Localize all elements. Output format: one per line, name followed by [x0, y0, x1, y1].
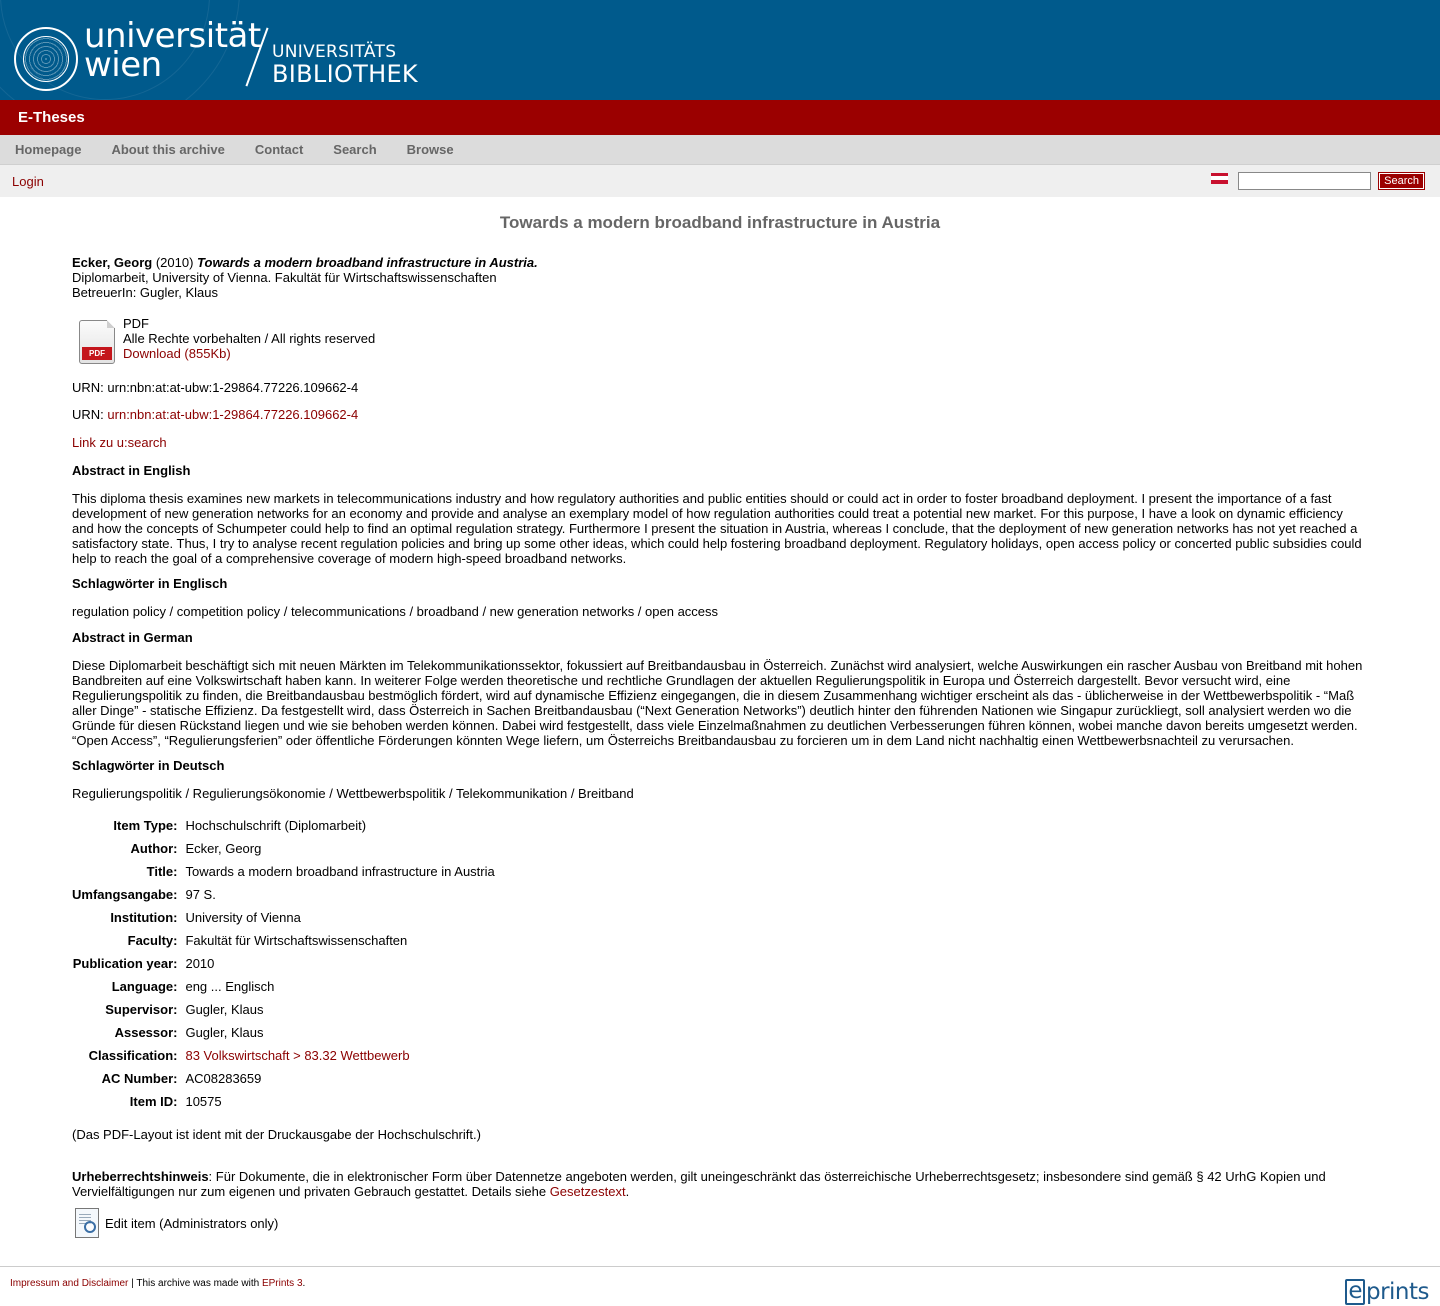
document-rights: Alle Rechte vorbehalten / All rights reserved	[123, 331, 376, 346]
edit-item-row	[72, 1208, 1368, 1238]
citation-author: Ecker, Georg	[72, 255, 153, 270]
site-header-banner	[0, 0, 1440, 100]
metadata-value: University of Vienna	[185, 910, 301, 925]
toolbar-search	[1211, 172, 1428, 190]
table-row	[72, 1025, 495, 1048]
eprints-logo-rest: prints	[1365, 1279, 1429, 1305]
table-row	[72, 956, 495, 979]
keywords-en-text: regulation policy / competition policy / telecommunications / broadband / new generation networks / open access	[72, 604, 719, 619]
metadata-label: Institution:	[110, 910, 178, 925]
search-input[interactable]	[1238, 172, 1371, 190]
login-link[interactable]: Login	[12, 173, 44, 189]
university-wordmark	[84, 16, 261, 85]
table-row	[72, 1071, 495, 1094]
metadata-label: AC Number:	[101, 1071, 178, 1086]
table-row	[72, 818, 495, 841]
austria-flag-icon[interactable]	[1211, 173, 1228, 184]
urn-label: URN:	[72, 380, 104, 395]
metadata-label: Faculty:	[127, 933, 178, 948]
library-wordmark-line-1: UNIVERSITÄTS	[272, 42, 397, 62]
wordmark-line-2: wien	[84, 45, 162, 85]
metadata-value: Gugler, Klaus	[185, 1025, 264, 1040]
document-info	[123, 316, 375, 361]
table-row	[72, 933, 495, 956]
eprints-link[interactable]: EPrints 3	[261, 1278, 303, 1289]
metadata-value: Hochschulschrift (Diplomarbeit)	[185, 818, 367, 833]
university-seal-icon	[14, 27, 78, 91]
edit-item-label: Edit item (Administrators only)	[105, 1215, 279, 1231]
table-row	[72, 864, 495, 887]
keywords-de-text: Regulierungspolitik / Regulierungsökonomie / Wettbewerbspolitik / Telekommunikation / Breitband	[72, 786, 634, 801]
urn-value: urn:nbn:at:at-ubw:1-29864.77226.109662-4	[107, 380, 359, 395]
search-button[interactable]: Search	[1379, 173, 1424, 189]
metadata-label: Item Type:	[113, 818, 178, 833]
metadata-value: Towards a modern broadband infrastructure in Austria	[185, 864, 495, 879]
footer-separator: | This archive was made with	[128, 1278, 262, 1289]
abstract-de-text: Diese Diplomarbeit beschäftigt sich mit neuen Märkten im Telekommunikationssektor, fokussiert auf Breitbandausbau in Österreich. Zunächst wird analysiert, welche Auswirkungen ein rascher Ausbau von Breitband mit hohen Bandbreiten auf eine Volkswirtschaft haben kann. In weiterer Folge werden theoretische und rechtliche Grundlagen der aktuellen Regulierungspolitik in Europa und Österreich dargestellt. Bevor versucht wird, eine Regulierungspolitik zu finden, die Breitbandausbau bestmöglich fördert, wird auf dynamische Effizienz eingegangen, die in diesem Zusammenhang wichtiger erscheint als das - üblicherweise in der Wettbewerbspolitik - “Maß aller Dinge” - statische Effizienz. Da festgestellt wird, dass Österreich in Sachen Breitbandausbau (“Next Generation Networks”) deutlich hinter den führenden Nationen wie Singapur zurückliegt, soll analysiert werden wo die Gründe für diesen Rückstand liegen und wie sie behoben werden können. Dabei wird festgestellt, dass viele Einzelmaßnahmen zu deutlichen Verbesserungen führen können, wobei manche davon bereits umgesetzt werden. “Open Access”, “Regulierungsferien” oder öffentliche Förderungen könnten Wege liefern, um Österreichs Breitbandausbau zu forcieren um in dem Land nicht nachhaltig einen Wettbewerbsnachteil zu verursachen.	[72, 658, 1363, 748]
main-menu	[0, 135, 1440, 165]
menu-item-contact[interactable]: Contact	[254, 142, 304, 157]
keywords-de-heading: Schlagwörter in Deutsch	[72, 758, 225, 773]
download-link[interactable]: Download (855Kb)	[123, 346, 231, 361]
keywords-en-heading: Schlagwörter in Englisch	[72, 576, 228, 591]
table-row	[72, 841, 495, 864]
metadata-table	[72, 818, 495, 1117]
footer-text	[10, 1278, 305, 1289]
metadata-value: Ecker, Georg	[185, 841, 262, 856]
metadata-value: eng ... Englisch	[185, 979, 275, 994]
metadata-value: Gugler, Klaus	[185, 1002, 264, 1017]
edit-item-icon[interactable]	[75, 1208, 99, 1238]
menu-item-homepage[interactable]: Homepage	[15, 142, 82, 157]
usearch-link[interactable]: Link zu u:search	[72, 435, 167, 450]
copyright-text: : Für Dokumente, die in elektronischer Form über Datennetze angeboten werden, gilt uneingeschränkt das österreichische Urheberrechtsgesetz; insbesondere sind gemäß § 42 UrhG Kopien und Vervielfältigungen nur zum eigenen und privaten Gebrauch gestattet. Details siehe	[72, 1169, 1326, 1199]
menu-item-about[interactable]: About this archive	[111, 142, 225, 157]
library-wordmark	[272, 44, 418, 87]
abstract-de-heading: Abstract in German	[72, 630, 193, 645]
metadata-label: Title:	[146, 864, 178, 879]
wordmark-line-1: universität	[84, 16, 261, 56]
site-name-bar	[0, 100, 1440, 135]
metadata-value: 2010	[185, 956, 215, 971]
metadata-label: Assessor:	[114, 1025, 178, 1040]
metadata-label: Umfangsangabe:	[72, 887, 178, 902]
metadata-label: Language:	[111, 979, 178, 994]
eprints-logo[interactable]	[1345, 1277, 1429, 1305]
footer-end: .	[302, 1278, 306, 1289]
metadata-label: Author:	[130, 841, 178, 856]
document-entry	[72, 316, 1368, 364]
page-title: Towards a modern broadband infrastructure in Austria	[499, 213, 941, 232]
urn-plain	[72, 380, 1368, 395]
copyright-notice	[72, 1169, 1368, 1199]
table-row	[72, 910, 495, 933]
table-row	[72, 979, 495, 1002]
metadata-label: Classification:	[88, 1048, 178, 1063]
eprints-logo-e: e	[1345, 1279, 1365, 1305]
metadata-label: Supervisor:	[105, 1002, 178, 1017]
document-format: PDF	[123, 316, 149, 331]
metadata-label: Item ID:	[129, 1094, 178, 1109]
urn-link[interactable]: urn:nbn:at:at-ubw:1-29864.77226.109662-4	[107, 407, 359, 422]
urn-linked	[72, 407, 1368, 422]
citation-supervisor: BetreuerIn: Gugler, Klaus	[72, 285, 218, 300]
law-text-link[interactable]: Gesetzestext	[549, 1184, 626, 1199]
impressum-link[interactable]: Impressum and Disclaimer	[10, 1278, 129, 1289]
library-wordmark-line-2: BIBLIOTHEK	[272, 60, 418, 88]
metadata-value: 97 S.	[185, 887, 216, 902]
abstract-en-text: This diploma thesis examines new markets in telecommunications industry and how regulatory authorities and public entities should or could act in order to foster broadband deployment. I present the importance of a fast development of new generation networks for an economy and provide and analyse an exemplary model of how regulation authorities could treat a potential new market. For this purpose, I have a look on dynamic efficiency and how the concepts of Schumpeter could help to find an optimal regulation strategy. Furthermore I present the situation in Austria, whereas I conclude, that the deployment of new generation networks has not yet reached a satisfactory state. Thus, I try to analyse recent regulation policies and bring up some other ideas, which could help fostering broadband deployment. Regulatory holidays, open access policy or concerted public subsidies could help to reach the goal of a comprehensive coverage of modern high-speed broadband networks.	[72, 491, 1362, 566]
metadata-value: 10575	[185, 1094, 222, 1109]
site-footer	[0, 1266, 1440, 1306]
table-row	[72, 1002, 495, 1025]
main-content	[0, 255, 1440, 1238]
pdf-icon[interactable]	[79, 320, 115, 364]
abstract-en-heading: Abstract in English	[72, 463, 191, 478]
user-toolbar	[0, 165, 1440, 197]
pdf-layout-note: (Das PDF-Layout ist ident mit der Druckausgabe der Hochschulschrift.)	[72, 1127, 481, 1142]
metadata-label: Publication year:	[72, 956, 178, 971]
citation	[72, 255, 1368, 300]
copyright-end: .	[625, 1184, 630, 1199]
citation-title: Towards a modern broadband infrastructure in Austria.	[197, 255, 538, 270]
citation-degree: Diplomarbeit, University of Vienna. Fakultät für Wirtschaftswissenschaften	[72, 270, 497, 285]
urn-label: URN:	[72, 407, 104, 422]
metadata-value: AC08283659	[185, 1071, 262, 1086]
menu-item-search[interactable]: Search	[333, 142, 377, 157]
menu-item-browse[interactable]: Browse	[406, 142, 454, 157]
usearch-paragraph	[72, 435, 1368, 450]
copyright-label: Urheberrechtshinweis	[72, 1169, 209, 1184]
classification-link[interactable]: 83 Volkswirtschaft > 83.32 Wettbewerb	[185, 1048, 410, 1063]
pdf-icon-label: PDF	[82, 347, 112, 360]
table-row	[72, 1048, 495, 1071]
table-row	[72, 1094, 495, 1117]
metadata-value: Fakultät für Wirtschaftswissenschaften	[185, 933, 408, 948]
site-name: E-Theses	[18, 109, 85, 126]
citation-year: (2010)	[155, 255, 194, 270]
table-row	[72, 887, 495, 910]
